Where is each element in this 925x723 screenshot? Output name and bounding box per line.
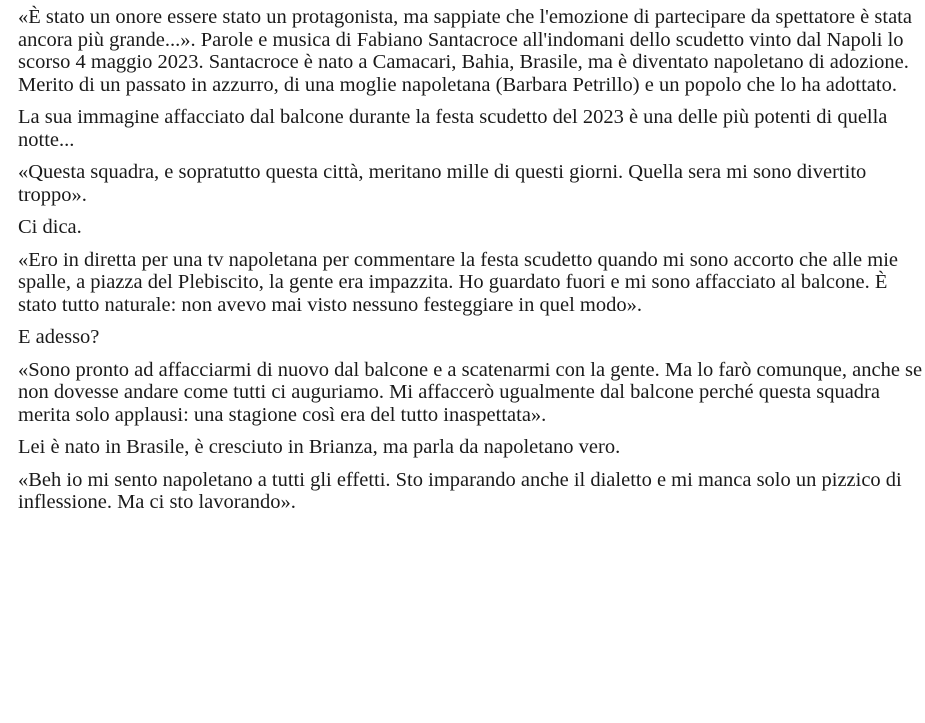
answer-paragraph: «Ero in diretta per una tv napoletana per commentare la festa scudetto quando mi sono accorto che alle mie spalle, a piazza del Plebiscito, la gente era impazzita. Ho guardato fuori e mi sono affacciato al balcone. È stato tutto naturale: non avevo mai visto nessuno festeggiare in quel modo». xyxy=(18,248,899,316)
answer-paragraph: «Beh io mi sento napoletano a tutti gli effetti. Sto imparando anche il dialetto e mi manca solo un pizzico di inflessione. Ma ci sto lavorando». xyxy=(18,468,902,513)
intro-paragraph: «È stato un onore essere stato un protagonista, ma sappiate che l'emozione di partecipare da spettatore è stata ancora più grande...». Parole e musica di Fabiano Santacroce all'indomani dello scudetto vinto dal Napoli lo scorso 4 maggio 2023. Santacroce è nato a Camacari, Bahia, Brasile, ma è diventato napoletano di adozione. Merito di un passato in azzurro, di una moglie napoletana (Barbara Petrillo) e un popolo che lo ha adottato. xyxy=(18,6,912,96)
balcony-image-question: La sua immagine affacciato dal balcone durante la festa scudetto del 2023 è una delle più potenti di quella notte... xyxy=(18,106,888,151)
answer-paragraph: «Sono pronto ad affacciarmi di nuovo dal balcone e a scatenarmi con la gente. Ma lo farò comunque, anche se non dovesse andare come tutti ci auguriamo. Mi affaccerò ugualmente dal balcone perché questa squadra merita solo applausi: una stagione così era del tutto inaspettata». xyxy=(18,358,923,426)
question-paragraph: Lei è nato in Brasile, è cresciuto in Brianza, ma parla da napoletano vero. xyxy=(18,436,621,458)
answer-paragraph: «Questa squadra, e sopratutto questa città, meritano mille di questi giorni. Quella sera mi sono divertito troppo». xyxy=(18,161,867,206)
question-paragraph: Ci dica. xyxy=(18,216,82,238)
question-paragraph: E adesso? xyxy=(18,326,100,348)
